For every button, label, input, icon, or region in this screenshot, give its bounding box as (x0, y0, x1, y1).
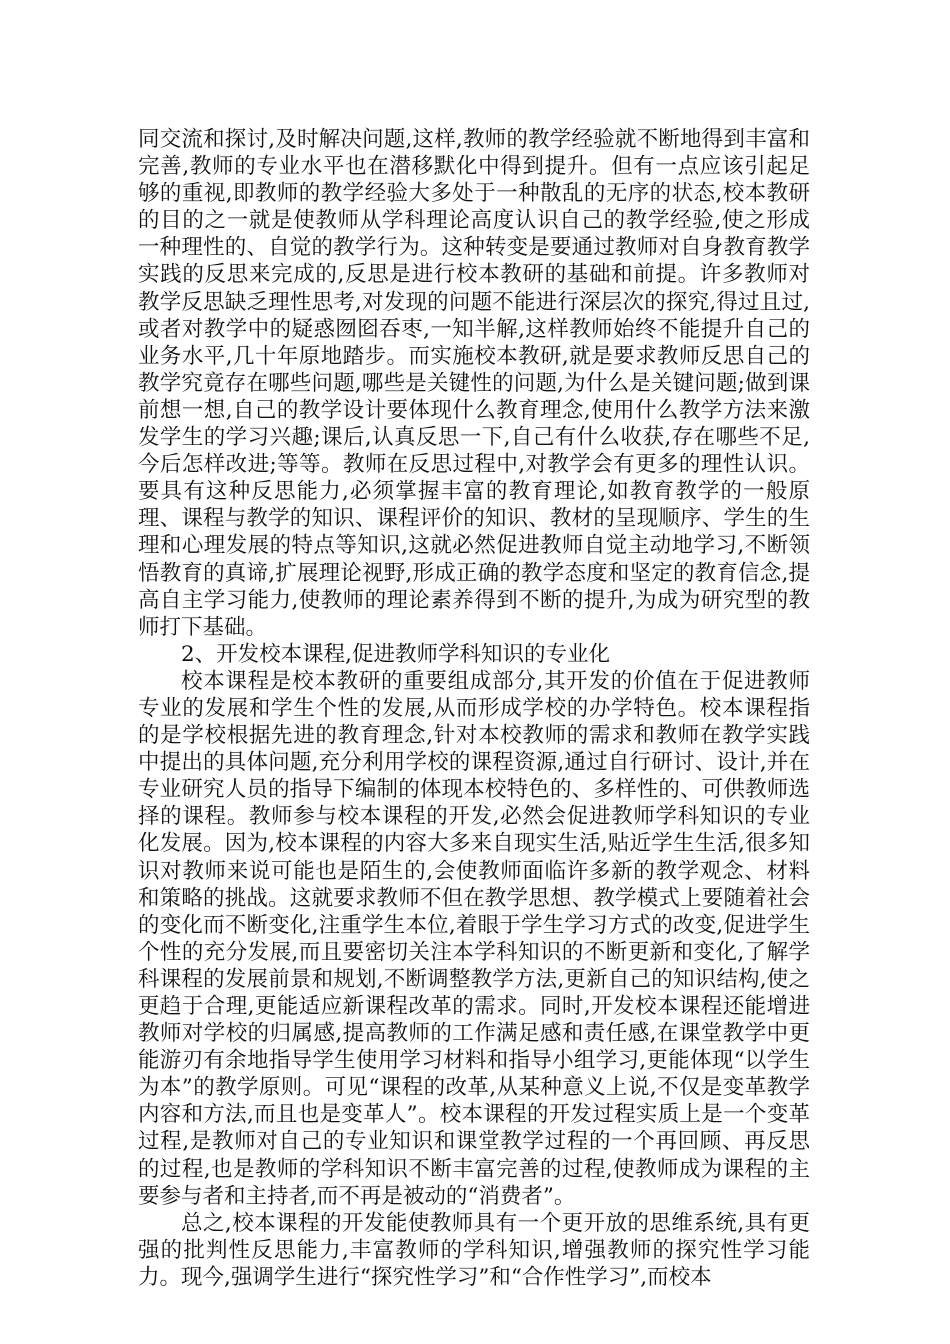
paragraph-summary: 总之,校本课程的开发能使教师具有一个更开放的思维系统,具有更强的批判性反思能力,丰富教师的学科知识,增强教师的探究性学习能力。现今,强调学生进行“探究性学习”和“合作性学习”,而校本 (138, 1210, 810, 1290)
paragraph-school-curriculum: 校本课程是校本教研的重要组成部分,其开发的价值在于促进教师专业的发展和学生个性的发展,从而形成学校的办学特色。校本课程指的是学校根据先进的教育理念,针对本校教师的需求和教师在教学实践中提出的具体问题,充分利用学校的课程资源,通过自行研讨、设计,并在专业研究人员的指导下编制的体现本校特色的、多样性的、可供教师选择的课程。教师参与校本课程的开发,必然会促进教师学科知识的专业化发展。因为,校本课程的内容大多来自现实生活,贴近学生生活,很多知识对教师来说可能也是陌生的,会使教师面临许多新的教学观念、材料和策略的挑战。这就要求教师不但在教学思想、教学模式上要随着社会的变化而不断变化,注重学生本位,着眼于学生学习方式的改变,促进学生个性的充分发展,而且要密切关注本学科知识的不断更新和变化,了解学科课程的发展前景和规划,不断调整教学方法,更新自己的知识结构,使之更趋于合理,更能适应新课程改革的需求。同时,开发校本课程还能增进教师对学校的归属感,提高教师的工作满足感和责任感,在课堂教学中更能游刃有余地指导学生使用学习材料和指导小组学习,更能体现“以学生为本”的教学原则。可见“课程的改革,从某种意义上说,不仅是变革教学内容和方法,而且也是变革人”。校本课程的开发过程实质上是一个变革过程,是教师对自己的专业知识和课堂教学过程的一个再回顾、再反思的过程,也是教师的学科知识不断丰富完善的过程,使教师成为课程的主要参与者和主持者,而不再是被动的“消费者”。 (138, 668, 810, 1209)
section-heading-2: 2、开发校本课程,促进教师学科知识的专业化 (181, 641, 611, 667)
document-body (138, 126, 810, 1291)
paragraph-reflection: 同交流和探讨,及时解决问题,这样,教师的教学经验就不断地得到丰富和完善,教师的专业水平也在潜移默化中得到提升。但有一点应该引起足够的重视,即教师的教学经验大多处于一种散乱的无序的状态,校本教研的目的之一就是使教师从学科理论高度认识自己的教学经验,使之形成一种理性的、自觉的教学行为。这种转变是要通过教师对自身教育教学实践的反思来完成的,反思是进行校本教研的基础和前提。许多教师对教学反思缺乏理性思考,对发现的问题不能进行深层次的探究,得过且过,或者对教学中的疑惑囫囵吞枣,一知半解,这样教师始终不能提升自己的业务水平,几十年原地踏步。而实施校本教研,就是要求教师反思自己的教学究竟存在哪些问题,哪些是关键性的问题,为什么是关键问题;做到课前想一想,自己的教学设计要体现什么教育理念,使用什么教学方法来激发学生的学习兴趣;课后,认真反思一下,自己有什么收获,存在哪些不足,今后怎样改进;等等。教师在反思过程中,对教学会有更多的理性认识。要具有这种反思能力,必须掌握丰富的教育理论,如教育教学的一般原理、课程与教学的知识、课程评价的知识、教材的呈现顺序、学生的生理和心理发展的特点等知识,这就必然促进教师自觉主动地学习,不断领悟教育的真谛,扩展理论视野,形成正确的教学态度和坚定的教育信念,提高自主学习能力,使教师的理论素养得到不断的提升,为成为研究型的教师打下基础。 (138, 127, 810, 640)
